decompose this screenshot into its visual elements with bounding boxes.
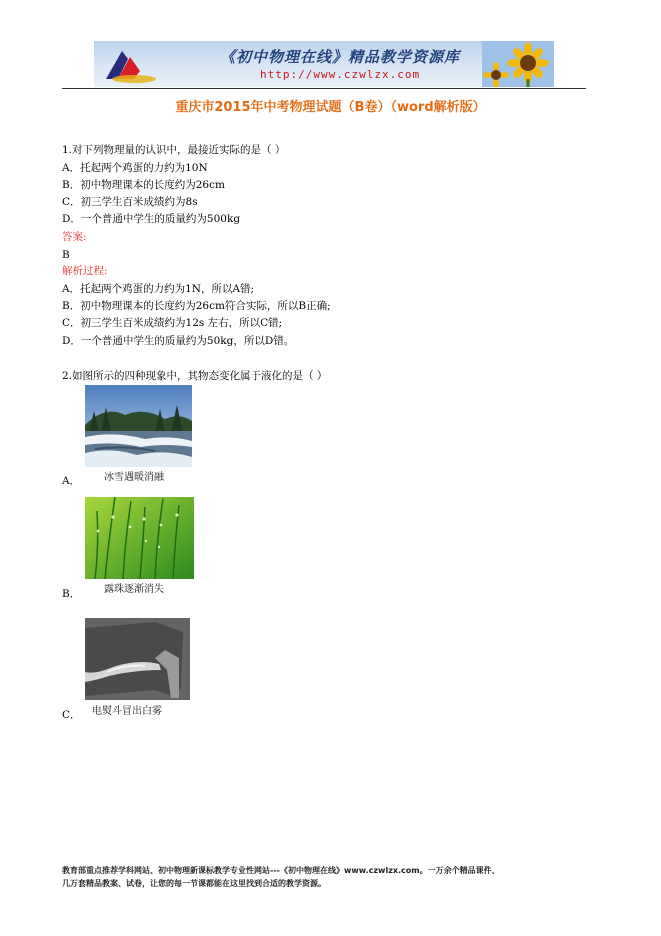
option-a-caption: 冰雪遇暖消融 xyxy=(104,472,164,483)
melting-snow-photo xyxy=(85,385,192,467)
q1-analysis-b: B．初中物理课本的长度约为26cm符合实际，所以B正确; xyxy=(62,300,331,312)
q1-analysis-label: 解析过程: xyxy=(62,265,108,277)
sunflower-icon xyxy=(482,41,554,87)
q1-answer: B xyxy=(62,249,70,261)
page-footer xyxy=(62,864,602,890)
steam-iron-photo xyxy=(85,618,190,700)
q1-option-b: B．初中物理课本的长度约为26cm xyxy=(62,179,225,191)
site-logo-icon xyxy=(100,45,158,83)
q2-stem: 2.如图所示的四种现象中，其物态变化属于液化的是（ ） xyxy=(62,370,328,382)
dew-on-grass-photo xyxy=(85,497,194,579)
banner-title: 《初中物理在线》精品教学资源库 xyxy=(220,48,461,66)
q1-option-a: A．托起两个鸡蛋的力约为10N xyxy=(62,162,208,174)
q2-option-c-letter: C． xyxy=(62,709,81,721)
banner-url[interactable]: http://www.czwlzx.com xyxy=(260,68,421,81)
q1-analysis-a: A．托起两个鸡蛋的力约为1N，所以A错; xyxy=(62,283,255,295)
footer-line-2: 几万套精品教案、试卷，让您的每一节课都能在这里找到合适的教学资源。 xyxy=(62,879,326,888)
header-divider xyxy=(62,88,586,89)
q1-analysis-d: D．一个普通中学生的质量约为50kg，所以D错。 xyxy=(62,335,295,347)
footer-line-1: 教育部重点推荐学科网站、初中物理新课标教学专业性网站---《初中物理在线》www.czwlzx.com。一万余个精品课件、 xyxy=(62,866,500,875)
q1-option-c: C．初三学生百米成绩约为8s xyxy=(62,196,198,208)
document-title: 重庆市2015年中考物理试题（B卷）（word解析版） xyxy=(175,100,486,115)
q2-option-b-letter: B． xyxy=(62,588,81,600)
q1-option-d: D．一个普通中学生的质量约为500kg xyxy=(62,213,241,225)
header-banner xyxy=(94,41,554,87)
q1-analysis-c: C．初三学生百米成绩约为12s 左右，所以C错; xyxy=(62,317,283,329)
option-b-caption: 露珠逐渐消失 xyxy=(104,584,164,595)
q1-stem: 1.对下列物理量的认识中，最接近实际的是（ ） xyxy=(62,144,286,156)
option-c-caption: 电熨斗冒出白雾 xyxy=(92,706,162,717)
q2-option-a-letter: A． xyxy=(62,475,81,487)
q1-answer-label: 答案: xyxy=(62,231,87,243)
